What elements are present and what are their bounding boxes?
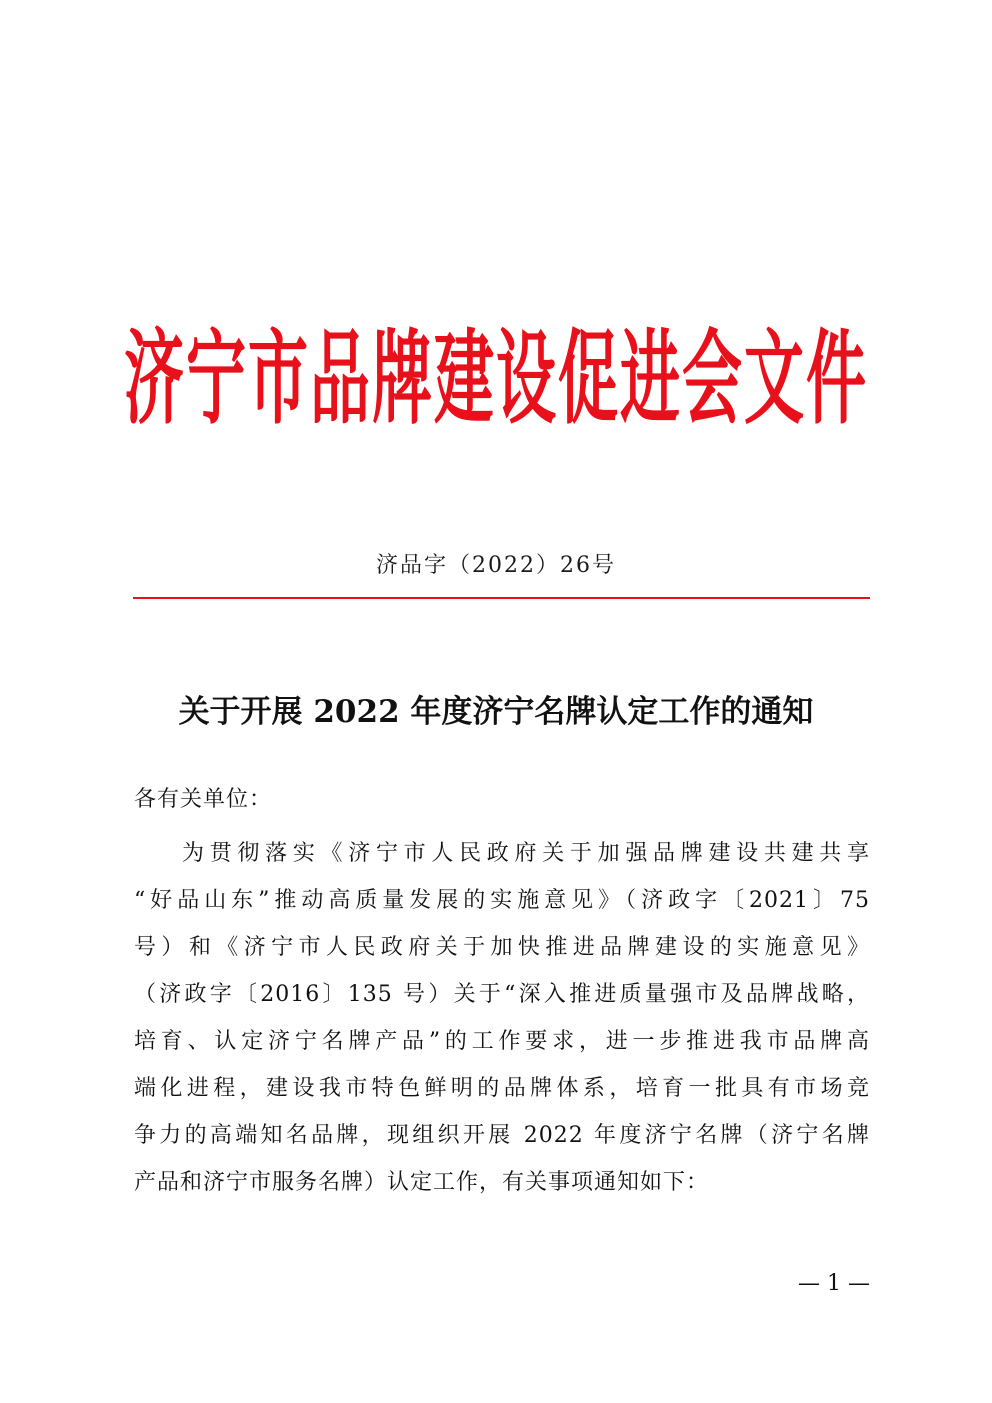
red-divider-line: [133, 597, 870, 599]
body-line: 为贯彻落实《济宁市人民政府关于加强品牌建设共建共享: [182, 841, 870, 866]
body-line: 争力的高端知名品牌，现组织开展 2022 年度济宁名牌（济宁名牌: [134, 1123, 870, 1148]
body-line: 号）和《济宁市人民政府关于加快推进品牌建设的实施意见》: [134, 935, 870, 960]
document-number: 济品字（2022）26号: [376, 553, 616, 578]
salutation: 各有关单位：: [134, 787, 273, 812]
document-masthead: 济宁市品牌建设促进会文件: [124, 320, 868, 440]
page-number: — 1 —: [798, 1271, 870, 1296]
document-title: 关于开展 2022 年度济宁名牌认定工作的通知: [178, 694, 814, 730]
body-line: 端化进程，建设我市特色鲜明的品牌体系，培育一批具有市场竞: [134, 1076, 870, 1101]
body-line: “好品山东”推动高质量发展的实施意见》（济政字〔2021〕75: [134, 888, 870, 913]
body-line: 培育、认定济宁名牌产品”的工作要求，进一步推进我市品牌高: [134, 1029, 870, 1054]
body-paragraph: [134, 830, 870, 1206]
body-line: 产品和济宁市服务名牌）认定工作，有关事项通知如下：: [134, 1170, 710, 1195]
body-line: （济政字〔2016〕135 号）关于“深入推进质量强市及品牌战略，: [134, 982, 870, 1007]
